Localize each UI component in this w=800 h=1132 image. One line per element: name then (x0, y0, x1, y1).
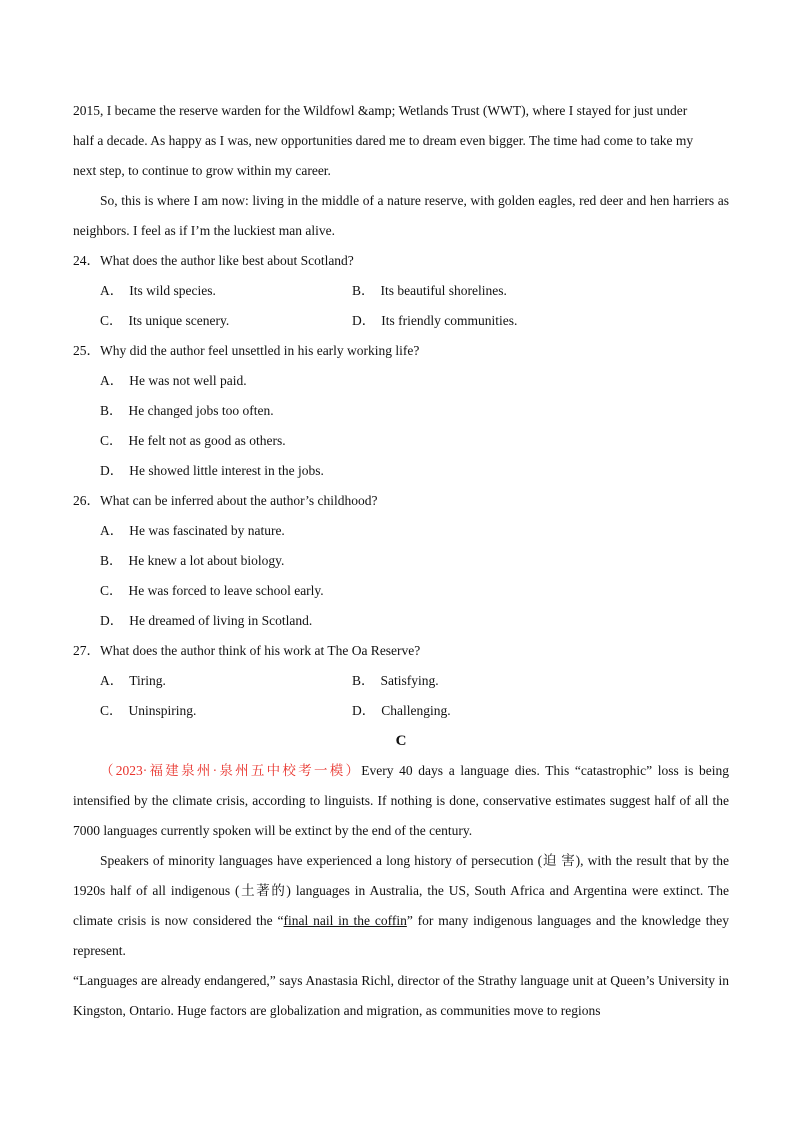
question-24 (73, 246, 729, 336)
question-stem (73, 486, 729, 516)
option-d: D． Its friendly communities. (352, 313, 518, 328)
question-26 (73, 486, 729, 636)
question-text: What does the author think of his work at The Oa Reserve? (100, 643, 421, 658)
option-b: B． He changed jobs too often. (100, 403, 274, 418)
passage-c-paragraph-1: （2023·福建泉州·泉州五中校考一模）Every 40 days a language dies. This “catastrophic” loss is being intensified by the climate crisis, according to linguists. If nothing is done, conservative estimates suggest half of all the 7000 languages currently spoken will be extinct by the end of the century. (73, 763, 729, 838)
question-text: What does the author like best about Scotland? (100, 253, 354, 268)
passage-c-paragraph-3: “Languages are already endangered,” says Anastasia Richl, director of the Strathy language unit at Queen’s University in Kingston, Ontario. Huge factors are globalization and migration, as communities move to regions (73, 973, 729, 1018)
option-c: C． He was forced to leave school early. (100, 583, 324, 598)
option-b: B． He knew a lot about biology. (100, 553, 285, 568)
option-b: B． Satisfying. (352, 673, 439, 688)
question-stem (73, 246, 729, 276)
question-text: What can be inferred about the author’s childhood? (100, 493, 378, 508)
question-stem (73, 336, 729, 366)
question-number: 24． (73, 253, 100, 268)
question-number: 25． (73, 343, 100, 358)
question-stem (73, 636, 729, 666)
option-b: B． Its beautiful shorelines. (352, 283, 507, 298)
text-line: next step, to continue to grow within my career. (73, 163, 331, 178)
option-d: D． Challenging. (352, 703, 451, 718)
text-line: 2015, I became the reserve warden for the Wildfowl &amp; Wetlands Trust (WWT), where I stayed for just under (73, 103, 688, 118)
document-content (73, 96, 729, 1026)
passage-b-paragraph-2: So, this is where I am now: living in the middle of a nature reserve, with golden eagles, red deer and hen harriers as neighbors. I feel as if I’m the luckiest man alive. (73, 193, 729, 238)
text-line: half a decade. As happy as I was, new opportunities dared me to dream even bigger. The time had come to take my (73, 133, 694, 148)
option-a: A． He was not well paid. (100, 373, 247, 388)
option-row (73, 276, 729, 306)
option-d: D． He dreamed of living in Scotland. (100, 613, 313, 628)
question-number: 26． (73, 493, 100, 508)
option-d: D． He showed little interest in the jobs. (100, 463, 324, 478)
passage-b-paragraph-1 (73, 96, 729, 186)
question-27 (73, 636, 729, 726)
option-a: A． Tiring. (100, 673, 166, 688)
section-title: C (395, 733, 407, 749)
underlined-phrase: final nail in the coffin (283, 913, 407, 928)
question-25 (73, 336, 729, 486)
option-a: A． Its wild species. (100, 283, 216, 298)
source-label: （2023·福建泉州·泉州五中校考一模） (100, 763, 362, 778)
option-c: C． Uninspiring. (100, 703, 197, 718)
question-number: 27． (73, 643, 100, 658)
passage-c-paragraph-2: Speakers of minority languages have experienced a long history of persecution (迫 害), with the result that by the 1920s half of all indigenous (土著的) languages in Australia, the US, South Africa and Argentina were extinct. The climate crisis is now considered the “final nail in the coffin” for many indigenous languages and the knowledge they represent. (73, 853, 729, 958)
option-c: C． Its unique scenery. (100, 313, 230, 328)
option-row (73, 696, 729, 726)
question-text: Why did the author feel unsettled in his early working life? (100, 343, 420, 358)
option-a: A． He was fascinated by nature. (100, 523, 285, 538)
option-row (73, 306, 729, 336)
option-row (73, 666, 729, 696)
option-c: C． He felt not as good as others. (100, 433, 286, 448)
